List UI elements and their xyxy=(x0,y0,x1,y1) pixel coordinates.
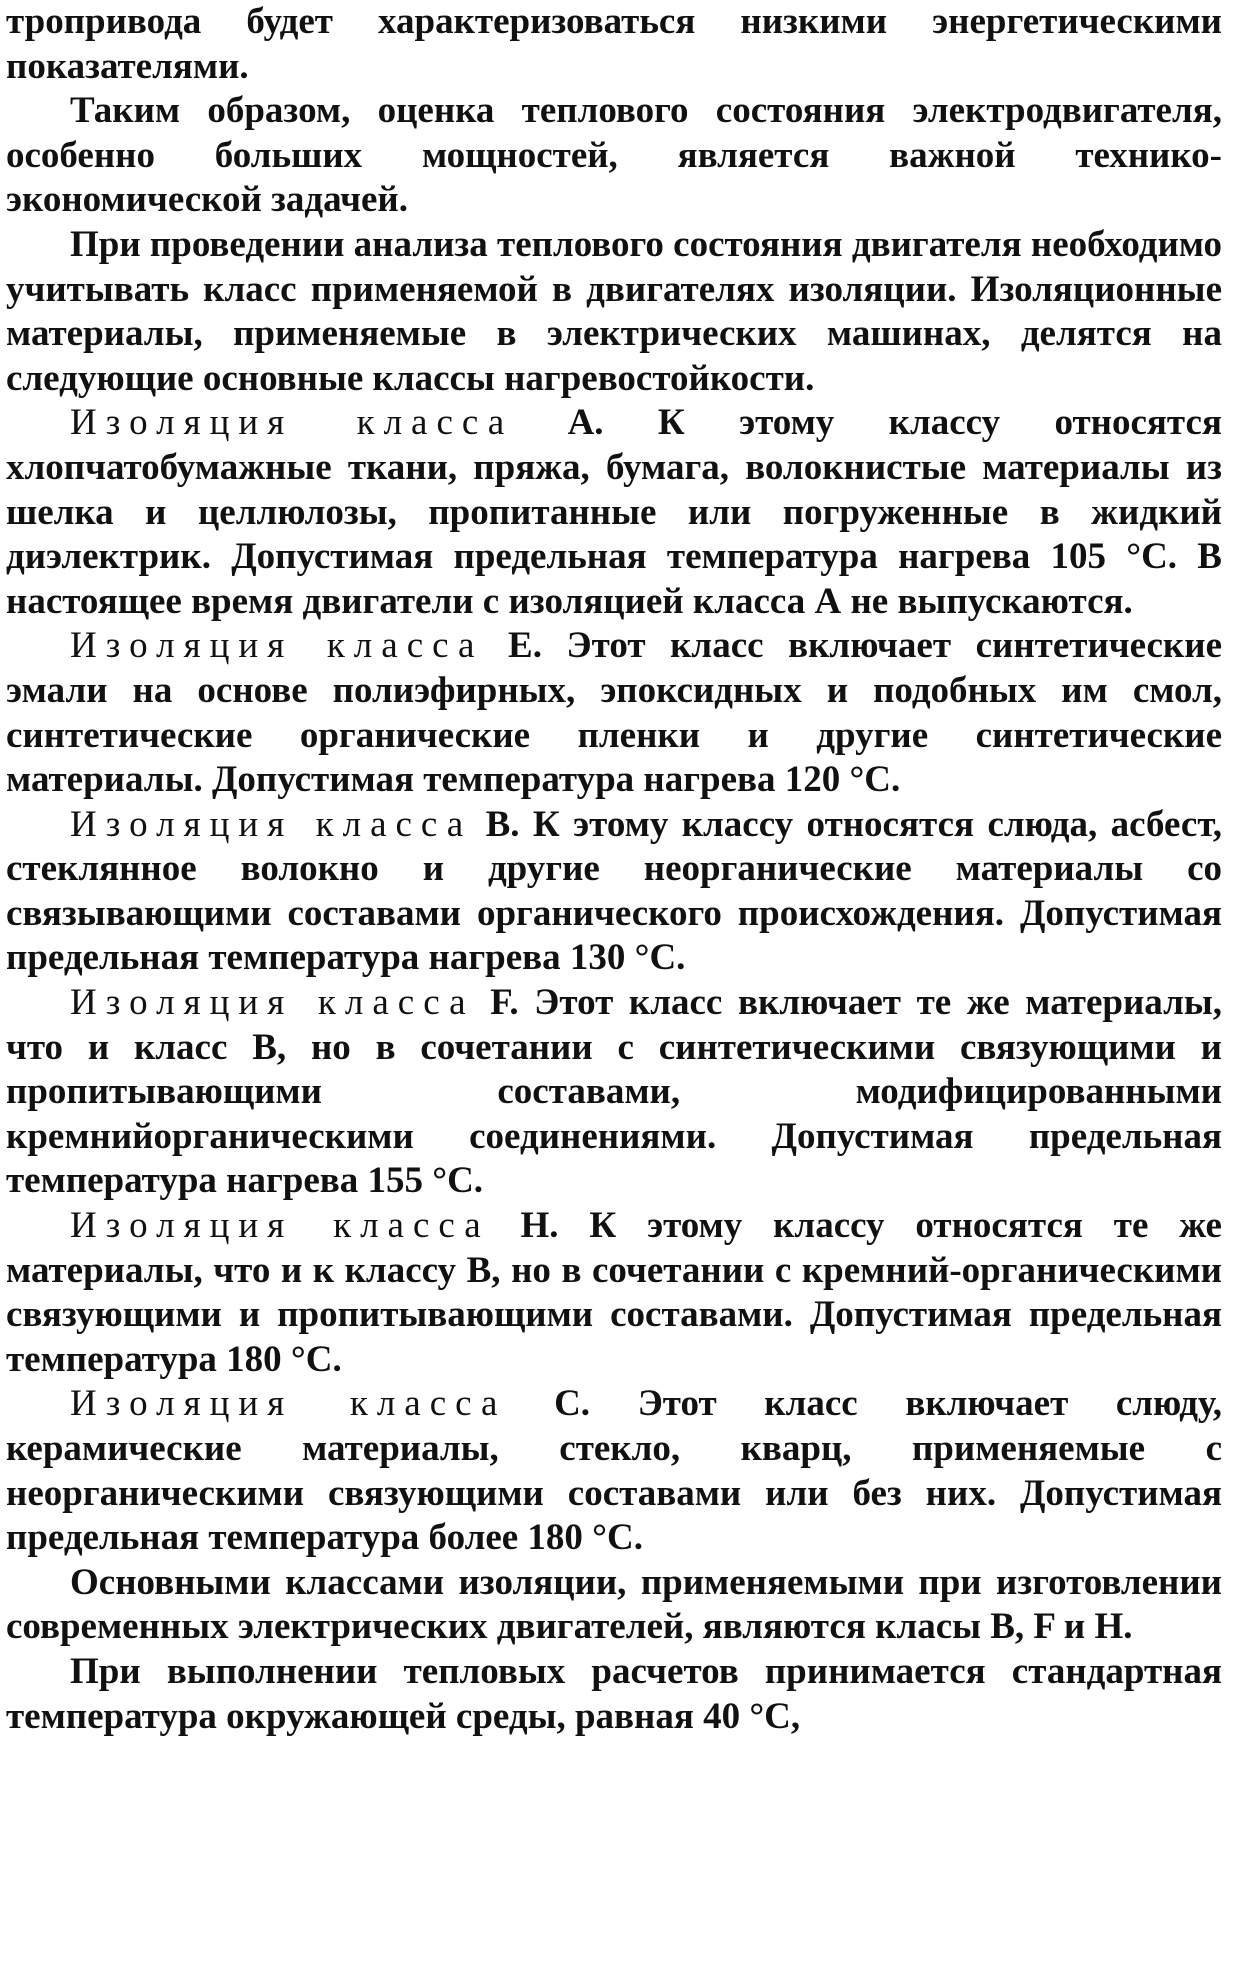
paragraph-thermal-calc: При выполнении тепловых расчетов принимается стандартная температура окружающей среды, равная 40 °С, xyxy=(6,1650,1222,1737)
class-c-heading: Изоляция класса xyxy=(70,1383,507,1425)
class-b-heading: Изоляция класса xyxy=(70,803,473,845)
document-page xyxy=(6,0,1222,1739)
paragraph-main-classes: Основными классами изоляции, применяемыми при изготовлении современных электрических двигателей, являются класы В, F и Н. xyxy=(6,1561,1222,1648)
paragraph-class-h: Изоляция класса Н. К этому классу относятся те же материалы, что и к классу В, но в сочетании с кремний-органическими связующими и пропитывающими составами. Допустимая предельная температура 180 °С. xyxy=(6,1205,1222,1380)
paragraph-insulation-intro: При проведении анализа теплового состояния двигателя необходимо учитывать класс применяемой в двигателях изоляции. Изоляционные материалы, применяемые в электрических машинах, делятся на следующие основные классы нагревостойкости. xyxy=(6,223,1222,399)
paragraph-continuation: тропривода будет характеризоваться низкими энергетическими показателями. xyxy=(6,1,1222,87)
class-a-heading: Изоляция класса xyxy=(70,402,514,444)
paragraph-class-b: Изоляция класса В. К этому классу относятся слюда, асбест, стеклянное волокно и другие неорганические материалы со связывающими составами органического происхождения. Допустимая предельная температура нагрева 130 °С. xyxy=(6,803,1222,979)
class-f-heading: Изоляция класса xyxy=(70,982,475,1024)
paragraph-thermal-assessment: Таким образом, оценка теплового состояния электродвигателя, особенно больших мощностей, является важной технико-экономической задачей. xyxy=(6,90,1222,221)
paragraph-class-f: Изоляция класса F. Этот класс включает те же материалы, что и класс В, но в сочетании с синтетическими связующими и пропитывающими составами, модифицированными кремнийорганическими соединениями. Допустимая предельная температура нагрева 155 °С. xyxy=(6,982,1222,1202)
paragraph-class-e: Изоляция класса Е. Этот класс включает синтетические эмали на основе полиэфирных, эпоксидных и подобных им смол, синтетические органические пленки и другие синтетические материалы. Допустимая температура нагрева 120 °С. xyxy=(6,625,1222,801)
class-h-heading: Изоляция класса xyxy=(70,1205,490,1247)
paragraph-class-c: Изоляция класса С. Этот класс включает слюду, керамические материалы, стекло, кварц, применяемые с неорганическими связующими составами или без них. Допустимая предельная температура более 180 °С. xyxy=(6,1383,1222,1559)
class-e-heading: Изоляция класса xyxy=(70,625,484,667)
paragraph-class-a: Изоляция класса А. К этому классу относятся хлопчатобумажные ткани, пряжа, бумага, волокнистые материалы из шелка и целлюлозы, пропитанные или погруженные в жидкий диэлектрик. Допустимая предельная температура нагрева 105 °С. В настоящее время двигатели с изоляцией класса А не выпускаются. xyxy=(6,402,1222,622)
